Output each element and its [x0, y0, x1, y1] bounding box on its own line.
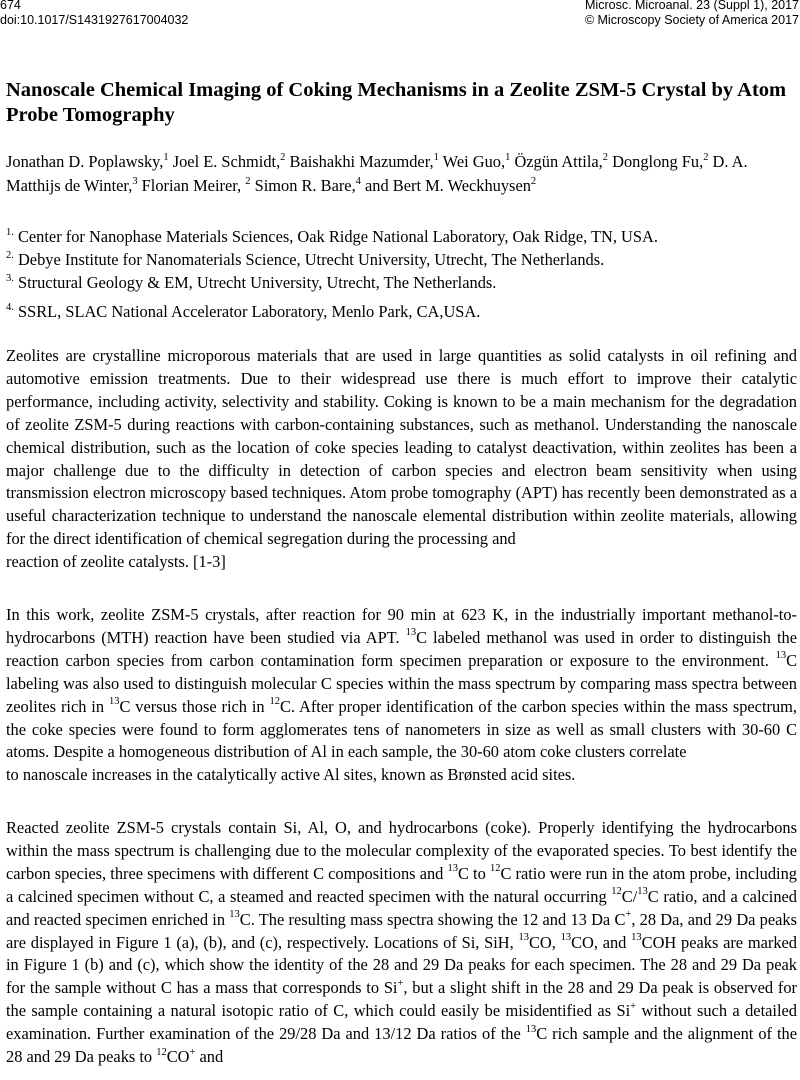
author-affiliation-mark: 2: [245, 175, 251, 187]
paragraph-introduction: [6, 345, 797, 574]
isotope-superscript: 13: [525, 1023, 537, 1035]
isotope-superscript: 12: [611, 886, 622, 898]
text-run: C ratio, and a calcined and reacted specimen enriched in: [6, 886, 797, 929]
affiliation-item: [6, 248, 794, 271]
affiliation-text: SSRL, SLAC National Accelerator Laboratory, Menlo Park, CA,USA.: [13, 302, 481, 321]
text-run: Reacted zeolite ZSM-5 crystals contain Si, Al, O, and hydrocarbons (coke). Properly identifying the hydrocarbons within the mass spectrum is challenging due to the molecular complexity of the evaporated species. To best identify the carbon species, three specimens with different C compositions and: [6, 818, 797, 883]
text-run: C/: [621, 886, 638, 906]
text-run: C versus those rich in: [119, 696, 270, 716]
affiliation-text: Structural Geology & EM, Utrecht University, Utrecht, The Netherlands.: [13, 273, 497, 292]
copyright: © Microscopy Society of America 2017: [584, 13, 799, 27]
author-affiliation-mark: 1: [433, 151, 439, 163]
author-affiliation-mark: 2: [280, 151, 286, 163]
author: Özgün Attila,: [510, 152, 603, 171]
text-run: without such a detailed examination. Further examination of the 29/28 Da and 13/12 Da ratios of the: [6, 1001, 797, 1044]
paragraph-body: [6, 604, 797, 764]
text-run: C ratio were run in the atom probe, including a calcined specimen without C, a steamed and reacted specimen with the natural occurring: [6, 863, 797, 906]
text-run: C labeled methanol was used in order to distinguish the reaction carbon species from carbon contamination form specimen preparation or exposure to the environment.: [6, 627, 797, 670]
isotope-superscript: 13: [518, 932, 529, 944]
affiliation-number: 4.: [6, 301, 14, 313]
author-list: [6, 150, 794, 198]
author-affiliation-mark: 2: [602, 151, 609, 163]
isotope-superscript: 13: [108, 696, 120, 708]
author: Donglong Fu,: [608, 152, 704, 171]
affiliation-number: 1.: [6, 226, 14, 238]
charge-superscript: +: [397, 977, 404, 989]
author: D. A. Matthijs de Winter,: [6, 152, 748, 195]
affiliations: [6, 225, 794, 323]
author-affiliation-mark: 4: [355, 175, 361, 187]
author: Wei Guo,: [438, 152, 506, 171]
text-run: , 28 Da, and 29 Da peaks are displayed in Figure 1 (a), (b), and (c), respectively. Locations of Si, SiH,: [6, 909, 797, 952]
doi: doi:10.1017/S1431927617004032: [0, 13, 189, 27]
header-left: [0, 0, 188, 28]
text-run: and: [195, 1047, 224, 1067]
text-run: C. After proper identification of the carbon species within the mass spectrum, the coke species were found to form agglomerates tens of nanometers in size as well as small clusters with 30-60 C atoms. Despite a homogeneous distribution of Al in each sample, the 30-60 atom coke clusters correlate: [6, 696, 797, 762]
page-header: [0, 0, 800, 30]
charge-superscript: +: [630, 1000, 637, 1012]
text-run: , but a slight shift in the 28 and 29 Da peak is observed for the sample containing a natural isotopic ratio of C, which could easily be misidentified as Si: [6, 978, 797, 1021]
charge-superscript: +: [189, 1046, 196, 1058]
author: Simon R. Bare,: [250, 176, 356, 195]
author-affiliation-mark: 1: [505, 151, 511, 163]
charge-superscript: +: [625, 909, 632, 921]
isotope-superscript: 13: [631, 932, 642, 944]
author: Baishakhi Mazumder,: [285, 152, 434, 171]
affiliation-text: Center for Nanophase Materials Sciences, Oak Ridge National Laboratory, Oak Ridge, TN, USA.: [13, 227, 658, 246]
isotope-superscript: 12: [269, 696, 280, 708]
text-run: C to: [458, 863, 490, 883]
header-right: [585, 0, 799, 28]
text-run: C labeling was also used to distinguish molecular C species within the mass spectrum by comparing mass spectra between zeolites rich in: [6, 650, 797, 716]
isotope-superscript: 13: [560, 932, 572, 944]
isotope-superscript: 12: [489, 863, 501, 875]
paper-title: Nanoscale Chemical Imaging of Coking Mechanisms in a Zeolite ZSM-5 Crystal by Atom Probe Tomography: [6, 79, 787, 126]
author-affiliation-mark: 2: [530, 175, 537, 187]
author-affiliation-mark: 2: [703, 151, 709, 163]
paragraph-last-line: to nanoscale increases in the catalytically active Al sites, known as Brønsted acid sites.: [6, 765, 576, 785]
text-run: COH peaks are marked in Figure 1 (b) and (c), which show the identity of the 28 and 29 Da peaks for each specimen. The 28 and 29 Da peak for the sample without C has a mass that corresponds to Si: [6, 932, 797, 998]
journal-citation: Microsc. Microanal. 23 (Suppl 1), 2017: [585, 0, 799, 12]
affiliation-number: 3.: [6, 272, 14, 284]
affiliation-item: [6, 300, 794, 323]
paragraph-body: [6, 817, 797, 1069]
isotope-superscript: 13: [405, 627, 417, 639]
isotope-superscript: 13: [775, 650, 787, 662]
text-run: CO, and: [571, 932, 632, 952]
author: Jonathan D. Poplawsky,: [6, 152, 164, 171]
affiliation-item: [6, 225, 794, 248]
text-run: In this work, zeolite ZSM-5 crystals, after reaction for 90 min at 623 K, in the industrially important methanol-to- hydrocarbons (MTH) reaction have been studied via APT.: [6, 605, 797, 647]
text-run: CO: [166, 1047, 190, 1067]
affiliation-text: Debye Institute for Nanomaterials Science, Utrecht University, Utrecht, The Netherlands.: [13, 250, 605, 269]
isotope-superscript: 12: [156, 1046, 167, 1058]
paragraph-last-line: reaction of zeolite catalysts. [1-3]: [6, 552, 226, 572]
author: Joel E. Schmidt,: [168, 152, 281, 171]
affiliation-item: [6, 271, 794, 294]
text-run: CO,: [528, 932, 561, 952]
page-number: 674: [0, 0, 21, 12]
isotope-superscript: 13: [447, 863, 458, 875]
author: Florian Meirer,: [137, 176, 246, 195]
text-run: C rich sample and the alignment of the 28 and 29 Da peaks to: [6, 1024, 797, 1067]
paragraph-results: [6, 817, 797, 1069]
author-affiliation-mark: 1: [163, 151, 169, 163]
isotope-superscript: 13: [229, 909, 240, 921]
paragraph-methods: [6, 604, 797, 787]
text-run: C. The resulting mass spectra showing the 12 and 13 Da C: [239, 909, 626, 929]
paragraph-body: Zeolites are crystalline microporous materials that are used in large quantities as solid catalysts in oil refining and automotive emission treatments. Due to their widespread use there is much effort to improve their catalytic performance, including activity, selectivity and stability. Coking is known to be a main mechanism for the degradation of zeolite ZSM-5 during reactions with carbon-containing substances, such as methanol. Understanding the nanoscale chemical distribution, such as the location of coke species leading to catalyst deactivation, within zeolites has been a major challenge due to the difficulty in detection of carbon species and electron beam sensitivity when using transmission electron microscopy based techniques. Atom probe tomography (APT) has recently been demonstrated as a useful characterization technique to understand the nanoscale elemental distribution within zeolite materials, allowing for the direct identification of chemical segregation during the processing and: [6, 346, 797, 549]
affiliation-number: 2.: [6, 249, 14, 261]
author-affiliation-mark: 3: [132, 175, 138, 187]
isotope-superscript: 13: [637, 886, 648, 898]
author: and Bert M. Weckhuysen: [360, 176, 531, 195]
